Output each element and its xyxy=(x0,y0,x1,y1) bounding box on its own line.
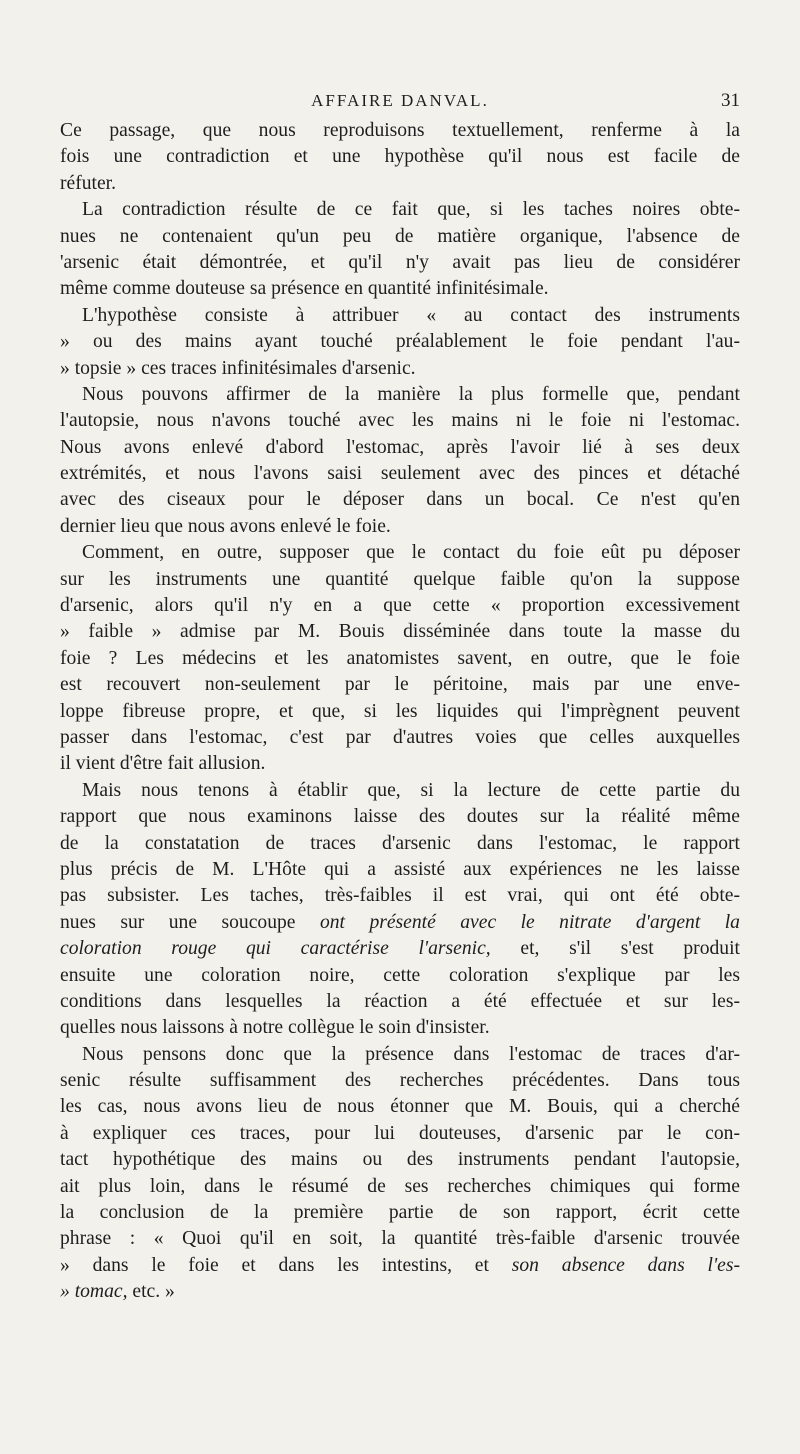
text-line: nues ne contenaient qu'un peu de matière organique, l'absence de xyxy=(60,225,740,247)
text-segment: et, s'il s'est produit xyxy=(520,938,740,960)
text-line: L'hypothèse consiste à attribuer « au contact des instruments xyxy=(82,304,740,326)
text-line: même comme douteuse sa présence en quantité infinitésimale. xyxy=(60,278,549,300)
text-line: quelles nous laissons à notre collègue le soin d'insister. xyxy=(60,1017,490,1039)
text-line: » topsie » ces traces infinitésimales d'arsenic. xyxy=(60,357,416,379)
text-line xyxy=(60,910,740,936)
text-line: la conclusion de la première partie de son rapport, écrit cette xyxy=(60,1202,740,1224)
text-line: rapport que nous examinons laisse des doutes sur la réalité même xyxy=(60,806,740,828)
text-line: conditions dans lesquelles la réaction a été effectuée et sur les- xyxy=(60,990,740,1012)
text-line: tact hypothétique des mains ou des instruments pendant l'autopsie, xyxy=(60,1149,740,1171)
text-line: les cas, nous avons lieu de nous étonner que M. Bouis, qui a cherché xyxy=(60,1096,740,1118)
body-text xyxy=(60,118,740,1306)
text-line: dernier lieu que nous avons enlevé le foie. xyxy=(60,515,391,537)
text-line: ait plus loin, dans le résumé de ses recherches chimiques qui forme xyxy=(60,1175,740,1197)
text-line: extrémités, et nous l'avons saisi seulement avec des pinces et détaché xyxy=(60,463,740,485)
text-line: l'autopsie, nous n'avons touché avec les mains ni le foie ni l'estomac. xyxy=(60,410,740,432)
text-line: Mais nous tenons à établir que, si la lecture de cette partie du xyxy=(82,779,740,801)
text-segment: nues sur une soucoupe xyxy=(60,911,296,933)
text-line: avec des ciseaux pour le déposer dans un bocal. Ce n'est qu'en xyxy=(60,489,740,511)
page-header xyxy=(60,88,740,114)
text-line: pas subsister. Les taches, très-faibles il est vrai, qui ont été obte- xyxy=(60,885,740,907)
italic-text-segment: son absence dans l'es- xyxy=(511,1254,740,1276)
text-line xyxy=(60,1279,740,1305)
text-line xyxy=(60,936,740,962)
text-line: Comment, en outre, supposer que le contact du foie eût pu déposer xyxy=(82,542,740,564)
text-line: plus précis de M. L'Hôte qui a assisté aux expériences ne les laisse xyxy=(60,858,740,880)
text-line: réfuter. xyxy=(60,172,117,194)
text-line: sur les instruments une quantité quelque faible qu'on la suppose xyxy=(60,568,740,590)
text-line: loppe fibreuse propre, et que, si les liquides qui l'imprègnent peuvent xyxy=(60,700,740,722)
text-line: » faible » admise par M. Bouis disséminée dans toute la masse du xyxy=(60,621,740,643)
text-line: Nous pouvons affirmer de la manière la plus formelle que, pendant xyxy=(82,383,740,405)
text-line: d'arsenic, alors qu'il n'y en a que cette « proportion excessivement xyxy=(60,595,740,617)
italic-text-segment: ont présenté avec le nitrate d'argent la xyxy=(319,911,740,933)
text-line: 'arsenic était démontrée, et qu'il n'y avait pas lieu de considérer xyxy=(60,251,740,273)
text-segment: » dans le foie et dans les intestins, et xyxy=(60,1254,489,1276)
text-line: phrase : « Quoi qu'il en soit, la quantité très-faible d'arsenic trouvée xyxy=(60,1228,740,1250)
text-line: senic résulte suffisamment des recherches précédentes. Dans tous xyxy=(60,1070,740,1092)
text-line: fois une contradiction et une hypothèse qu'il nous est facile de xyxy=(60,146,740,168)
italic-text-segment: » tomac, xyxy=(60,1281,128,1303)
text-line: Nous avons enlevé d'abord l'estomac, après l'avoir lié à ses deux xyxy=(60,436,740,458)
text-line: Ce passage, que nous reproduisons textuellement, renferme à la xyxy=(60,120,740,141)
text-line: de la constatation de traces d'arsenic dans l'estomac, le rapport xyxy=(60,832,740,854)
text-line: ensuite une coloration noire, cette coloration s'explique par les xyxy=(60,964,740,986)
text-line: il vient d'être fait allusion. xyxy=(60,753,266,775)
italic-text-segment: coloration rouge qui caractérise l'arsenic, xyxy=(60,938,491,960)
text-line: est recouvert non-seulement par le péritoine, mais par une enve- xyxy=(60,674,740,696)
text-line: » ou des mains ayant touché préalablement le foie pendant l'au- xyxy=(60,331,740,353)
running-title: AFFAIRE DANVAL. xyxy=(311,91,489,110)
page-number: 31 xyxy=(721,90,740,111)
text-segment: etc. » xyxy=(132,1281,175,1303)
text-line: Nous pensons donc que la présence dans l'estomac de traces d'ar- xyxy=(82,1043,740,1065)
text-line: à expliquer ces traces, pour lui douteuses, d'arsenic par le con- xyxy=(60,1122,740,1144)
text-line: passer dans l'estomac, c'est par d'autres voies que celles auxquelles xyxy=(60,726,740,748)
text-line: La contradiction résulte de ce fait que, si les taches noires obte- xyxy=(82,199,740,221)
text-line: foie ? Les médecins et les anatomistes savent, en outre, que le foie xyxy=(60,647,740,669)
text-line xyxy=(60,1253,740,1279)
